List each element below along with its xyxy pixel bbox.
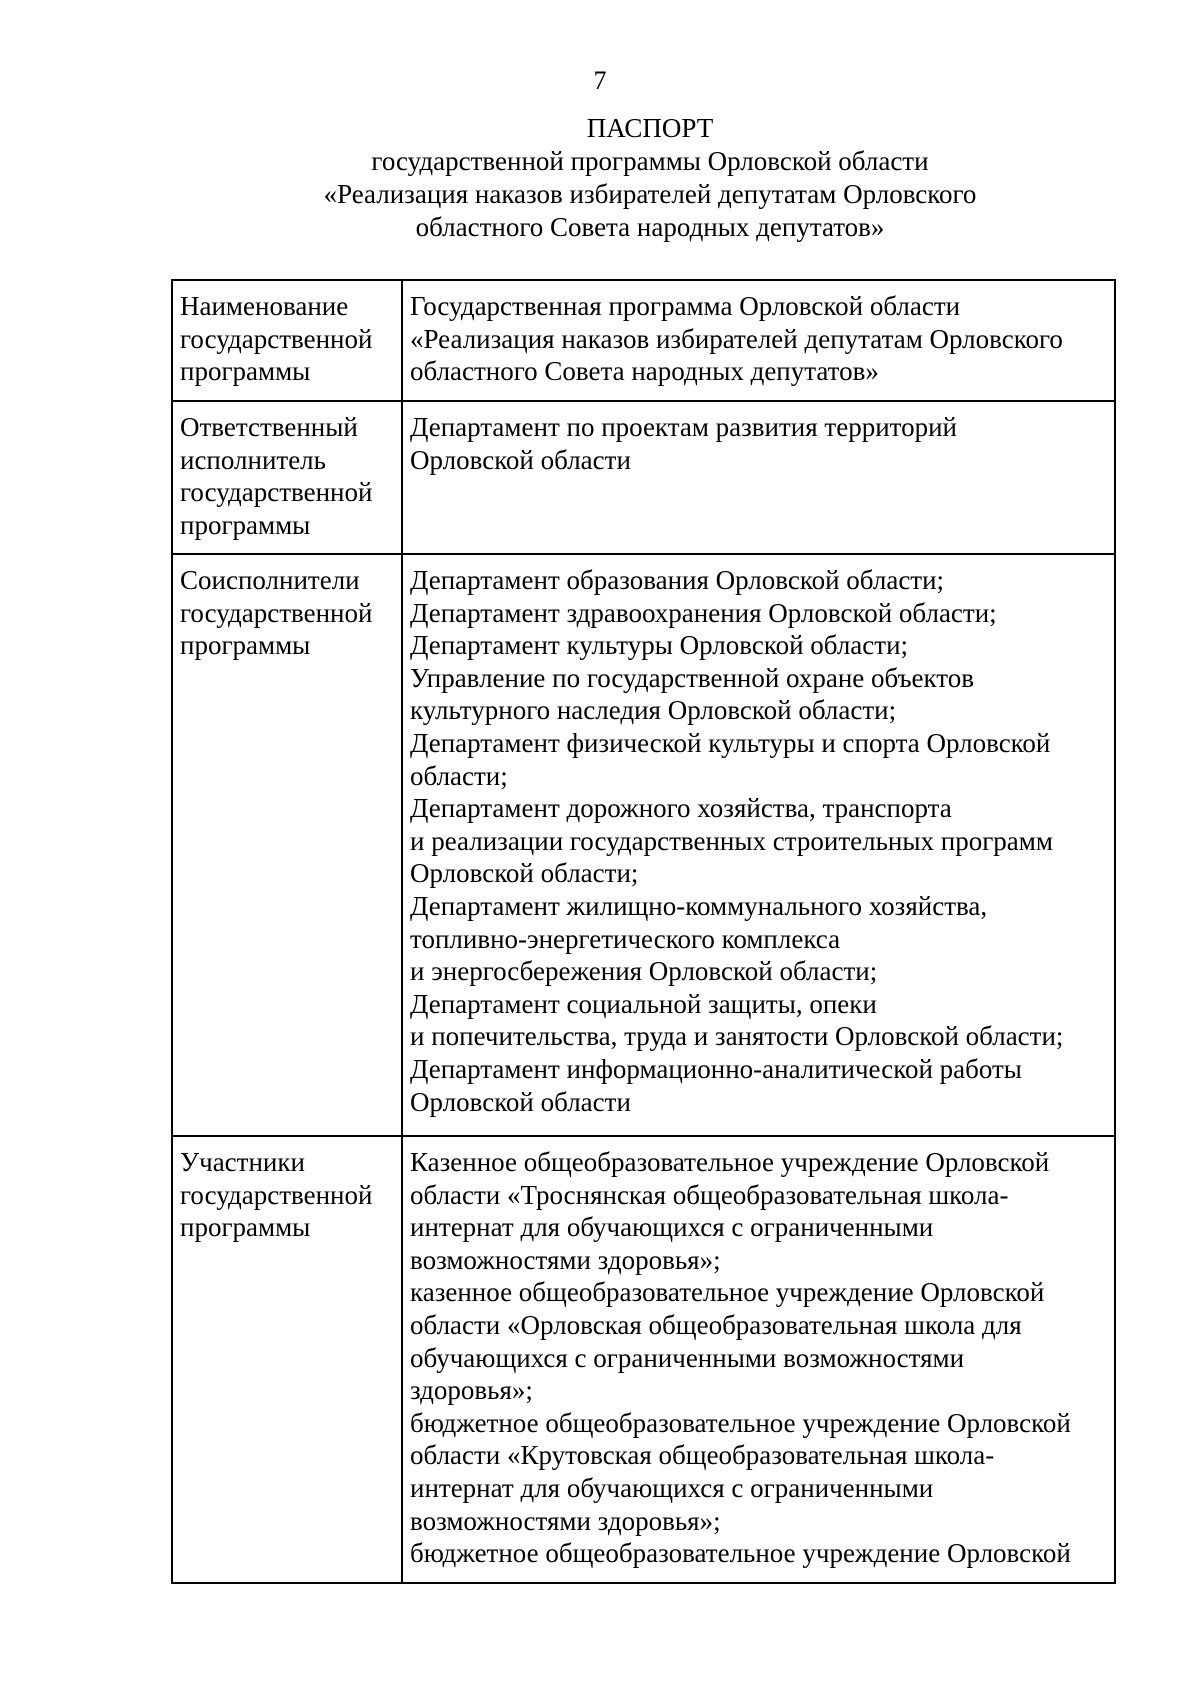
- table-row-participants: [172, 1136, 1115, 1583]
- document-subtitle-line: государственной программы Орловской области: [371, 146, 929, 176]
- page-number: 7: [593, 66, 607, 95]
- row-label-line: Соисполнители: [180, 565, 360, 595]
- document-subtitle-line: областного Совета народных депутатов»: [415, 212, 885, 242]
- row-value-line: Департамент образования Орловской области;: [410, 565, 945, 595]
- row-value-line: области «Троснянская общеобразовательная школа-: [410, 1179, 1009, 1210]
- row-value-line: Орловской области: [410, 1086, 631, 1117]
- table-row-program-name: [172, 280, 1115, 401]
- row-value-line: Департамент информационно-аналитической работы: [410, 1053, 1022, 1084]
- row-label-line: Участники: [180, 1147, 305, 1177]
- row-value-cell: [402, 1136, 1115, 1583]
- row-label-line: государственной: [180, 323, 373, 354]
- row-label-cell: [172, 280, 402, 401]
- row-value-line: интернат для обучающихся с ограниченными: [410, 1212, 934, 1243]
- row-label-line: Ответственный: [180, 412, 358, 442]
- row-value-line: обучающихся с ограниченными возможностями: [410, 1342, 965, 1373]
- row-value-line: интернат для обучающихся с ограниченными: [410, 1472, 934, 1503]
- passport-table: [171, 279, 1116, 1584]
- row-value-line: Орловской области;: [410, 858, 639, 889]
- row-value-line: Департамент здравоохранения Орловской области;: [410, 597, 997, 628]
- row-label-line: исполнитель: [180, 444, 326, 475]
- row-label-line: государственной: [180, 1179, 373, 1210]
- row-value-line: и энергосбережения Орловской области;: [410, 956, 878, 987]
- row-value-cell: [402, 401, 1115, 554]
- row-value-line: области;: [410, 760, 508, 791]
- row-value-cell: [402, 554, 1115, 1136]
- row-value-cell: [402, 280, 1115, 401]
- table-row-responsible-executor: [172, 401, 1115, 554]
- row-value-line: «Реализация наказов избирателей депутатам Орловского: [410, 323, 1063, 354]
- row-value-line: казенное общеобразовательное учреждение Орловской: [410, 1277, 1045, 1308]
- row-value-line: культурного наследия Орловской области;: [410, 695, 897, 726]
- row-value-line: бюджетное общеобразовательное учреждение Орловской: [410, 1538, 1071, 1569]
- row-value-line: Департамент социальной защиты, опеки: [410, 988, 877, 1019]
- document-title: ПАСПОРТ: [586, 113, 714, 143]
- row-value-line: Департамент дорожного хозяйства, транспорта: [410, 793, 952, 824]
- row-value-line: областного Совета народных депутатов»: [410, 356, 879, 387]
- row-value-line: возможностями здоровья»;: [410, 1505, 721, 1536]
- row-value-line: Департамент по проектам развития территорий: [410, 412, 958, 442]
- row-value-line: области «Орловская общеобразовательная школа для: [410, 1309, 1022, 1340]
- row-value-line: здоровья»;: [410, 1375, 533, 1406]
- row-label-line: программы: [180, 630, 311, 661]
- row-label-line: программы: [180, 509, 311, 540]
- row-value-line: Казенное общеобразовательное учреждение Орловской: [410, 1147, 1050, 1177]
- row-label-line: программы: [180, 1212, 311, 1243]
- row-value-line: области «Крутовская общеобразовательная школа-: [410, 1440, 995, 1471]
- row-value-line: Департамент физической культуры и спорта Орловской: [410, 727, 1051, 758]
- row-value-line: топливно-энергетического комплекса: [410, 923, 841, 954]
- row-value-line: Департамент культуры Орловской области;: [410, 630, 909, 661]
- row-value-line: Орловской области: [410, 444, 631, 475]
- row-label-line: программы: [180, 356, 311, 387]
- row-value-line: Государственная программа Орловской области: [410, 291, 961, 321]
- row-value-line: бюджетное общеобразовательное учреждение Орловской: [410, 1407, 1071, 1438]
- row-value-line: и реализации государственных строительных программ: [410, 825, 1053, 856]
- row-value-line: Департамент жилищно-коммунального хозяйства,: [410, 890, 988, 921]
- row-value-line: возможностями здоровья»;: [410, 1244, 721, 1275]
- row-value-line: и попечительства, труда и занятости Орловской области;: [410, 1021, 1064, 1052]
- row-label-line: Наименование: [180, 291, 349, 321]
- row-label-cell: [172, 1136, 402, 1583]
- document-title-block: [150, 112, 1150, 244]
- row-label-line: государственной: [180, 597, 373, 628]
- row-label-cell: [172, 554, 402, 1136]
- row-value-line: Управление по государственной охране объектов: [410, 662, 974, 693]
- table-row-co-executors: [172, 554, 1115, 1136]
- row-label-cell: [172, 401, 402, 554]
- document-subtitle-line: «Реализация наказов избирателей депутатам Орловского: [323, 179, 977, 209]
- row-label-line: государственной: [180, 477, 373, 508]
